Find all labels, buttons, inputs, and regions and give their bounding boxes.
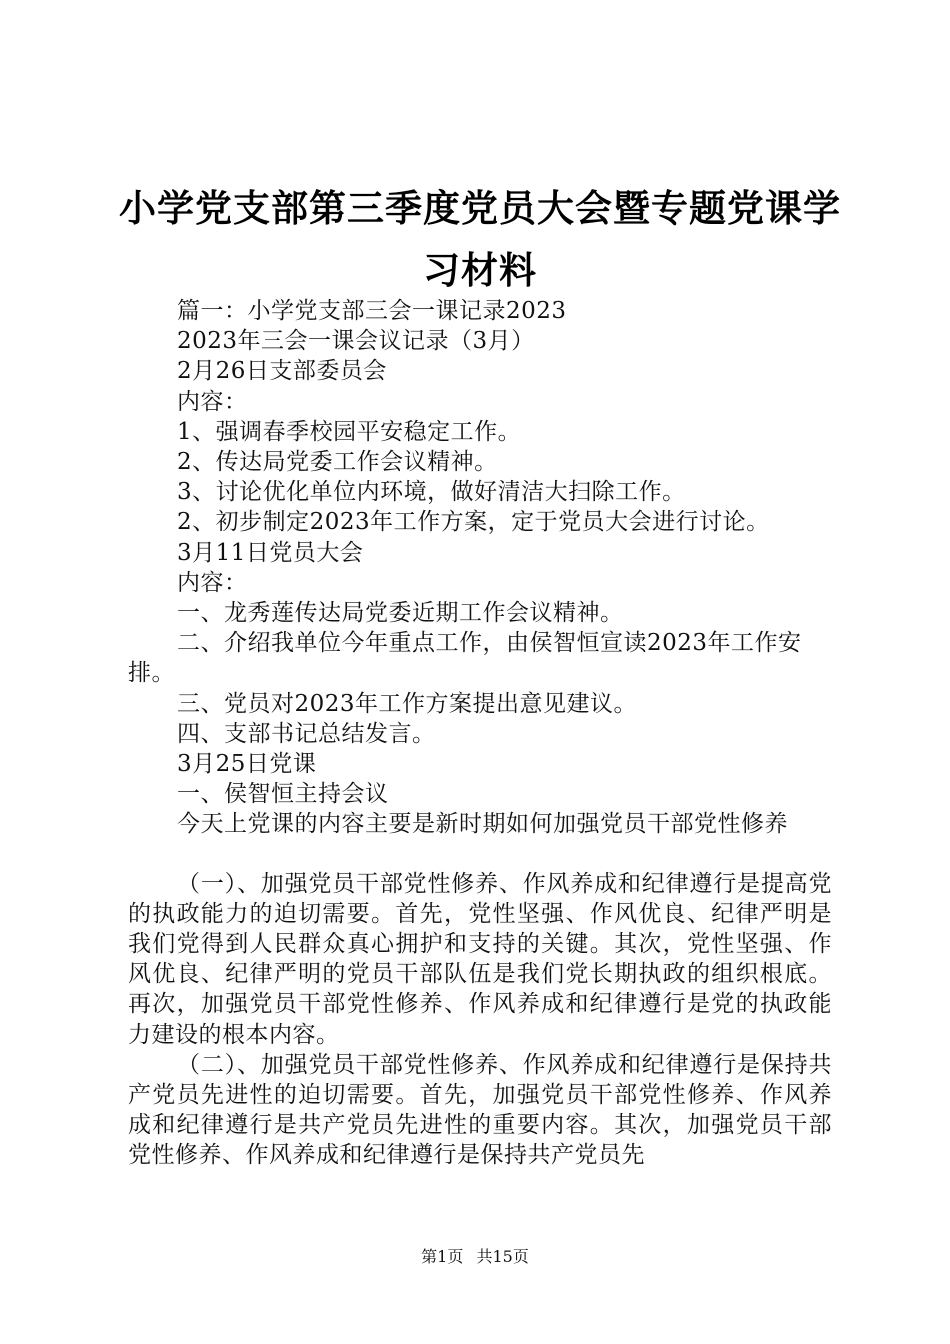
body-line: 2月26日支部委员会 [177, 358, 387, 385]
body-line: 3、讨论优化单位内环境，做好清洁大扫除工作。 [177, 479, 686, 506]
body-line: 一、侯智恒主持会议 [177, 781, 389, 808]
body-line: 三、党员对2023年工作方案提出意见建议。 [177, 690, 638, 717]
body-line: 3月25日党课 [177, 751, 317, 778]
body-line: 内容： [177, 569, 248, 596]
body-line: 二、介绍我单位今年重点工作，由侯智恒宣读2023年工作安排。 [128, 630, 802, 687]
document-body [128, 296, 832, 1171]
body-paragraph: （二）、加强党员干部党性修养、作风养成和纪律遵行是保持共产党员先进性的迫切需要。首先，加强党员干部党性修养、作风养成和纪律遵行是共产党员先进性的重要内容。其次，加强党员干部党性修养、作风养成和纪律遵行是保持共产党员先 [128, 1051, 832, 1169]
body-line: 2、初步制定2023年工作方案，定于党员大会进行讨论。 [177, 509, 770, 536]
body-line: 2、传达局党委工作会议精神。 [177, 449, 498, 476]
body-line: 今天上党课的内容主要是新时期如何加强党员干部党性修养 [177, 811, 788, 838]
body-line: 2023年三会一课会议记录（3月） [177, 328, 535, 355]
body-line: 3月11日党员大会 [177, 539, 364, 566]
body-line: 内容： [177, 388, 248, 415]
body-line: 四、支部书记总结发言。 [177, 720, 436, 747]
document-title: 小学党支部第三季度党员大会暨专题党课学习材料 [119, 187, 841, 292]
body-line: 篇一：小学党支部三会一课记录2023 [177, 298, 567, 324]
body-paragraph: （一）、加强党员干部党性修养、作风养成和纪律遵行是提高党的执政能力的迫切需要。首先，党性坚强、作风优良、纪律严明是我们党得到人民群众真心拥护和支持的关键。其次，党性坚强、作风优良、纪律严明的党员干部队伍是我们党长期执政的组织根底。再次，加强党员干部党性修养、作风养成和纪律遵行是党的执政能力建设的根本内容。 [128, 870, 832, 1048]
body-line: 一、龙秀莲传达局党委近期工作会议精神。 [177, 600, 624, 627]
page-total: 共15页 [476, 1247, 529, 1266]
body-line: 1、强调春季校园平安稳定工作。 [177, 418, 522, 445]
page-footer [0, 1244, 950, 1267]
page-number: 第1页 [421, 1247, 464, 1266]
